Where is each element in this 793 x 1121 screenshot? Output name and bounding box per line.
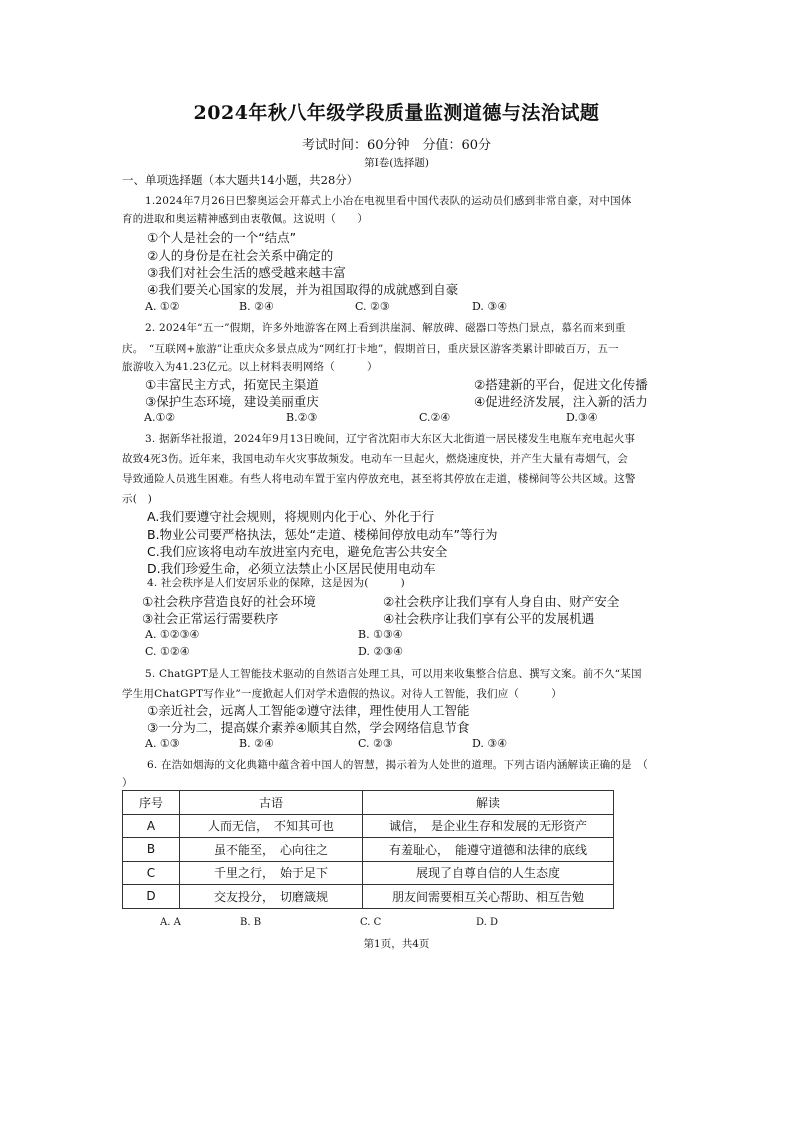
q3-option-a: A.我们要遵守社会规则，将规则内化于心、外化于行 <box>147 509 435 524</box>
table-cell: 诚信， 是企业生存和发展的无形资产 <box>363 814 614 838</box>
table-cell: 千里之行， 始于足下 <box>180 861 363 885</box>
table-header-cell: 序号 <box>123 791 180 815</box>
q2-option-3: ③保护生态环境，建设美丽重庆 <box>145 394 319 409</box>
q1-option-2: ②人的身份是在社会关系中确定的 <box>147 248 334 263</box>
q4-stem: 4. 社会秩序是人们安居乐业的保障，这是因为( ) <box>147 577 405 589</box>
q1-stem-line1: 1.2024年7月26日巴黎奥运会开幕式上小冶在电视里看中国代表队的运动员们感到非常自豪，对中国体 <box>145 195 632 207</box>
q5-option-34: ③一分为二，提高媒介素养④顺其自然，学会网络信息节食 <box>147 720 470 735</box>
table-cell: A <box>123 814 180 838</box>
q4-option-3: ③社会正常运行需要秩序 <box>142 611 279 626</box>
q3-stem-line1: 3. 据新华社报道，2024年9月13日晚间，辽宁省沈阳市大东区大北街道一居民楼发生电瓶车充电起火事 <box>145 433 636 445</box>
q2-stem-line3: 旅游收入为41.23亿元。以上材料表明网络（ ） <box>122 361 378 373</box>
table-row <box>123 885 614 909</box>
table-cell: 展现了自尊自信的人生态度 <box>363 861 614 885</box>
q1-choice-c: C. ②③ <box>355 300 390 313</box>
q6-choice-d: D. D <box>476 917 499 928</box>
page-footer: 第1页，共4页 <box>363 938 430 950</box>
table-cell: 交友投分， 切磨箴规 <box>180 885 363 909</box>
table-cell: 朋友间需要相互关心帮助、相互告勉 <box>363 885 614 909</box>
part-label: 第Ⅰ卷(选择题) <box>364 157 429 169</box>
q4-choice-a: A. ①②③④ <box>145 628 200 641</box>
table-cell: D <box>123 885 180 909</box>
q1-choice-a: A. ①② <box>145 300 180 313</box>
q6-stem-line2: ） <box>122 777 133 789</box>
q5-option-12: ①亲近社会，远离人工智能②遵守法律，理性使用人工智能 <box>147 703 470 718</box>
q1-choice-b: B. ②④ <box>239 300 274 313</box>
q4-option-4: ④社会秩序让我们享有公平的发展机遇 <box>383 611 595 626</box>
table-cell: 人而无信， 不知其可也 <box>180 814 363 838</box>
q3-stem-line4: 示( ) <box>122 493 152 505</box>
q6-table <box>122 790 614 909</box>
q3-option-d: D.我们珍爱生命，必须立法禁止小区居民使用电动车 <box>147 561 436 576</box>
q1-choice-d: D. ③④ <box>472 300 508 313</box>
table-header-cell: 古语 <box>180 791 363 815</box>
q3-stem-line2: 故致4死3伤。近年来，我国电动车火灾事故频发。电动车一旦起火，燃烧速度快，并产生大量有毒烟气，会 <box>122 453 628 465</box>
q3-option-c: C.我们应该将电动车放进室内充电，避免危害公共安全 <box>147 544 448 559</box>
table-row <box>123 861 614 885</box>
table-header-row <box>123 791 614 815</box>
q6-choice-a: A. A <box>160 917 181 928</box>
q2-stem-line2: 庆。 “互联网+旅游”让重庆众多景点成为“网红打卡地”，假期首日，重庆景区游客类累计即破百万，五一 <box>122 343 619 355</box>
q4-choice-b: B. ①③④ <box>358 628 403 641</box>
q2-option-4: ④促进经济发展，注入新的活力 <box>474 394 648 409</box>
table-row <box>123 814 614 838</box>
table-cell: 虽不能至， 心向往之 <box>180 838 363 862</box>
q3-stem-line3: 导致通险人员逃生困难。有些人将电动车置于室内停放充电，甚至将其停放在走道，楼梯间等公共区域。这警 <box>122 473 636 485</box>
q6-choice-b: B. B <box>240 917 262 928</box>
q2-choice-b: B.②③ <box>286 411 318 424</box>
q2-option-2: ②搭建新的平台，促进文化传播 <box>474 377 648 392</box>
q3-option-b: B.物业公司要严格执法，惩处“走道、楼梯间停放电动车”等行为 <box>147 527 498 542</box>
q2-choice-d: D.③④ <box>566 411 598 424</box>
q2-stem-line1: 2. 2024年“五一”假期，许多外地游客在网上看到洪崖洞、解放碑、磁器口等热门景点，慕名而来到重 <box>145 322 626 334</box>
q4-option-2: ②社会秩序让我们享有人身自由、财产安全 <box>383 594 620 609</box>
q5-stem-line1: 5. ChatGPT是人工智能技术驱动的自然语言处理工具，可以用来收集整合信息、撰写文案。前不久“某国 <box>145 668 642 680</box>
q1-stem-line2: 育的进取和奥运精神感到由衷敬佩。这说明（ ） <box>122 213 369 225</box>
table-cell: B <box>123 838 180 862</box>
q6-stem-line1: 6. 在浩如烟海的文化典籍中蕴含着中国人的智慧，揭示着为人处世的道理。下列古语内涵解读正确的是 （ <box>147 759 648 771</box>
q4-option-1: ①社会秩序营造良好的社会环境 <box>142 594 316 609</box>
q4-choice-c: C. ①②④ <box>145 645 190 658</box>
table-row <box>123 838 614 862</box>
q5-choice-a: A. ①③ <box>145 737 180 750</box>
q1-option-4: ④我们要关心国家的发展，并为祖国取得的成就感到自豪 <box>147 282 459 297</box>
q2-choice-a: A.①② <box>144 411 176 424</box>
exam-info: 考试时间：60分钟 分值：60分 <box>301 138 492 153</box>
page-title: 2024年秋八年级学段质量监测道德与法治试题 <box>193 102 600 124</box>
q5-choice-d: D. ③④ <box>472 737 508 750</box>
section-heading: 一、单项选择题（本大题共14小题，共28分） <box>122 173 359 187</box>
table-header-cell: 解读 <box>363 791 614 815</box>
table-cell: C <box>123 861 180 885</box>
q5-choice-c: C. ②③ <box>358 737 393 750</box>
q2-option-1: ①丰富民主方式，拓宽民主渠道 <box>145 377 319 392</box>
q5-choice-b: B. ②④ <box>239 737 274 750</box>
q1-option-3: ③我们对社会生活的感受越来越丰富 <box>147 265 346 280</box>
q2-choice-c: C.②④ <box>419 411 451 424</box>
q4-choice-d: D. ②③④ <box>358 645 404 658</box>
q6-choice-c: C. C <box>360 917 382 928</box>
q5-stem-line2: 学生用ChatGPT写作业”一度掀起人们对学术造假的热议。对待人工智能，我们应（ ） <box>122 688 562 700</box>
table-cell: 有羞耻心， 能遵守道德和法律的底线 <box>363 838 614 862</box>
q1-option-1: ①个人是社会的一个“结点” <box>147 230 297 245</box>
